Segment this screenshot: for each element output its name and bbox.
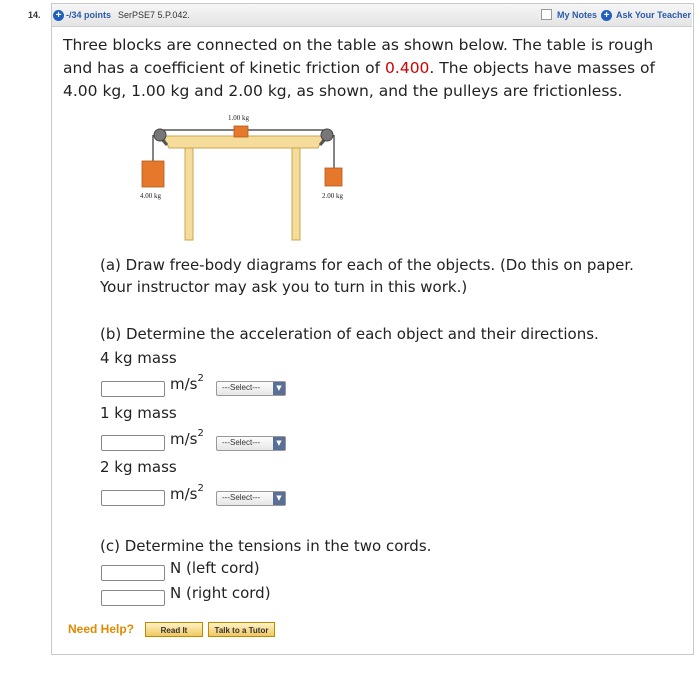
tension-right-input[interactable] bbox=[101, 590, 165, 606]
part-b-prompt: (b) Determine the acceleration of each object and their directions. bbox=[100, 325, 599, 343]
question-number: 14. bbox=[28, 10, 41, 20]
direction-select-1kg[interactable] bbox=[216, 436, 286, 451]
part-a-line-2: Your instructor may ask you to turn in this work.) bbox=[100, 278, 468, 296]
accel-1kg-input[interactable] bbox=[101, 435, 165, 451]
problem-line-2b: . The objects have masses of bbox=[429, 59, 655, 77]
unit-4kg-exp: 2 bbox=[197, 373, 204, 384]
unit-2kg-exp: 2 bbox=[197, 483, 204, 494]
mass-label-1kg: 1 kg mass bbox=[100, 404, 177, 422]
expand-plus-icon[interactable]: + bbox=[53, 10, 64, 21]
mass-label-4kg: 4 kg mass bbox=[100, 349, 177, 367]
problem-line-3: 4.00 kg, 1.00 kg and 2.00 kg, as shown, and the pulleys are frictionless. bbox=[63, 82, 623, 100]
chevron-down-icon: ▼ bbox=[273, 382, 285, 395]
problem-line-2 bbox=[63, 57, 655, 79]
unit-1kg bbox=[170, 430, 204, 448]
problem-line-1: Three blocks are connected on the table as shown below. The table is rough bbox=[63, 36, 654, 54]
chevron-down-icon: ▼ bbox=[273, 492, 285, 505]
problem-source: SerPSE7 5.P.042. bbox=[118, 10, 190, 20]
accel-4kg-input[interactable] bbox=[101, 381, 165, 397]
points-label: -/34 points bbox=[66, 10, 112, 20]
direction-select-4kg[interactable] bbox=[216, 381, 286, 396]
unit-2kg-text: m/s bbox=[170, 485, 198, 503]
unit-1kg-text: m/s bbox=[170, 430, 198, 448]
select-2kg-label: ---Select--- bbox=[222, 493, 261, 502]
talk-to-tutor-button[interactable]: Talk to a Tutor bbox=[208, 622, 275, 637]
mass-label-2kg: 2 kg mass bbox=[100, 458, 177, 476]
part-a-line-1: (a) Draw free-body diagrams for each of the objects. (Do this on paper. bbox=[100, 256, 634, 274]
unit-1kg-exp: 2 bbox=[197, 428, 204, 439]
friction-coefficient: 0.400 bbox=[385, 59, 430, 77]
tension-right-unit: N (right cord) bbox=[170, 584, 271, 602]
direction-select-2kg[interactable] bbox=[216, 491, 286, 506]
unit-4kg-text: m/s bbox=[170, 375, 198, 393]
need-help-label: Need Help? bbox=[68, 622, 135, 636]
read-it-button[interactable]: Read It bbox=[145, 622, 203, 637]
accel-2kg-input[interactable] bbox=[101, 490, 165, 506]
ask-teacher-plus-icon[interactable]: + bbox=[601, 10, 612, 21]
unit-4kg bbox=[170, 375, 204, 393]
chevron-down-icon: ▼ bbox=[273, 437, 285, 450]
unit-2kg bbox=[170, 485, 204, 503]
tension-left-unit: N (left cord) bbox=[170, 559, 260, 577]
label-2kg: 2.00 kg bbox=[322, 192, 343, 200]
tension-left-input[interactable] bbox=[101, 565, 165, 581]
label-4kg: 4.00 kg bbox=[140, 192, 161, 200]
select-1kg-label: ---Select--- bbox=[222, 438, 261, 447]
problem-line-2a: and has a coefficient of kinetic friction of bbox=[63, 59, 386, 77]
select-4kg-label: ---Select--- bbox=[222, 383, 261, 392]
label-1kg: 1.00 kg bbox=[228, 114, 249, 122]
part-c-prompt: (c) Determine the tensions in the two cords. bbox=[100, 537, 432, 555]
ask-teacher-link[interactable]: Ask Your Teacher bbox=[616, 10, 692, 20]
my-notes-link[interactable]: My Notes bbox=[557, 10, 598, 20]
my-notes-checkbox[interactable] bbox=[541, 9, 552, 20]
